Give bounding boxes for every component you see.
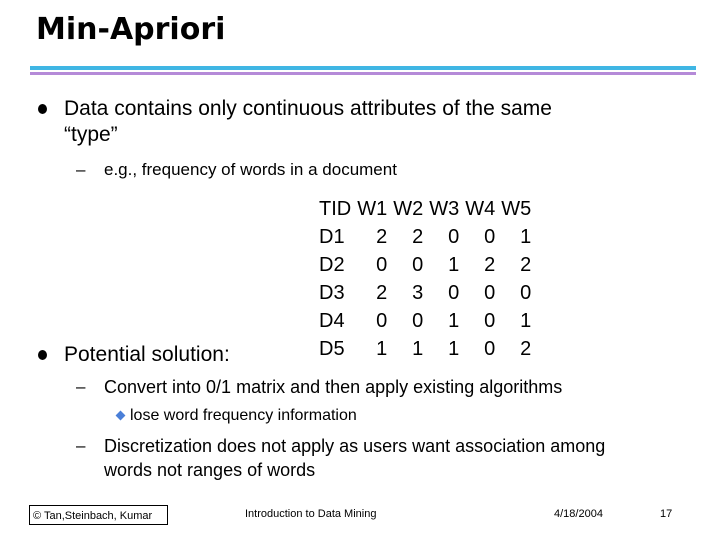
cell-value: 1: [412, 338, 424, 360]
term-document-matrix: [316, 195, 534, 363]
cell-value: 1: [448, 310, 460, 332]
table-row: [316, 223, 534, 251]
cell-value: 2: [520, 254, 532, 276]
col-header-w2: W2: [393, 198, 424, 220]
cell-value: 0: [448, 282, 460, 304]
table-row: [316, 279, 534, 307]
diamond-bullet-icon: [116, 411, 126, 421]
cell-value: 2: [484, 254, 496, 276]
dash-marker: –: [76, 436, 86, 455]
cell-value: 2: [520, 338, 532, 360]
cell-value: 0: [448, 226, 460, 248]
dash-marker: –: [76, 377, 86, 396]
cell-value: 0: [484, 282, 496, 304]
bullet-2-sub-1-sub: lose word frequency information: [130, 407, 357, 424]
bullet-2-sub-1: Convert into 0/1 matrix and then apply existing algorithms: [104, 377, 563, 397]
bullet-2-sub-2-line-2: words not ranges of words: [104, 460, 316, 480]
bullet-1-line-2: “type”: [64, 123, 118, 146]
footer-page-number: 17: [660, 508, 673, 520]
bullet-1-line-1: Data contains only continuous attributes of the same: [64, 97, 552, 120]
title-rule-top: [30, 66, 696, 70]
cell-value: 3: [412, 282, 424, 304]
cell-value: 0: [412, 310, 424, 332]
table-row: [316, 335, 534, 363]
cell-value: 1: [376, 338, 388, 360]
cell-value: 2: [376, 226, 388, 248]
table-row: [316, 307, 534, 335]
cell-value: 0: [520, 282, 532, 304]
cell-value: 0: [484, 226, 496, 248]
bullet-dot: [38, 104, 47, 114]
cell-tid: D2: [319, 254, 345, 276]
cell-value: 0: [484, 338, 496, 360]
cell-value: 1: [520, 226, 532, 248]
bullet-2: Potential solution:: [64, 343, 230, 366]
bullet-2-sub-2-line-1: Discretization does not apply as users want association among: [104, 436, 606, 456]
cell-value: 0: [412, 254, 424, 276]
cell-value: 2: [412, 226, 424, 248]
cell-value: 0: [484, 310, 496, 332]
bullet-dot: [38, 350, 47, 360]
cell-tid: D1: [319, 226, 345, 248]
col-header-w4: W4: [465, 198, 496, 220]
cell-tid: D5: [319, 338, 345, 360]
footer-course: Introduction to Data Mining: [245, 508, 377, 520]
cell-value: 1: [448, 254, 460, 276]
cell-tid: D3: [319, 282, 345, 304]
table-header-row: [316, 195, 534, 223]
title-rule-bottom: [30, 72, 696, 75]
slide-title: Min-Apriori: [36, 12, 226, 47]
col-header-w1: W1: [357, 198, 388, 220]
cell-value: 0: [376, 310, 388, 332]
table-row: [316, 251, 534, 279]
col-header-tid: TID: [319, 198, 352, 220]
footer-date: 4/18/2004: [554, 508, 603, 520]
col-header-w5: W5: [501, 198, 532, 220]
cell-value: 1: [520, 310, 532, 332]
cell-value: 0: [376, 254, 388, 276]
cell-value: 2: [376, 282, 388, 304]
bullet-1-sub: e.g., frequency of words in a document: [104, 160, 397, 179]
cell-tid: D4: [319, 310, 345, 332]
col-header-w3: W3: [429, 198, 460, 220]
cell-value: 1: [448, 338, 460, 360]
footer-copyright: © Tan,Steinbach, Kumar: [29, 505, 168, 525]
dash-marker: –: [76, 160, 86, 179]
